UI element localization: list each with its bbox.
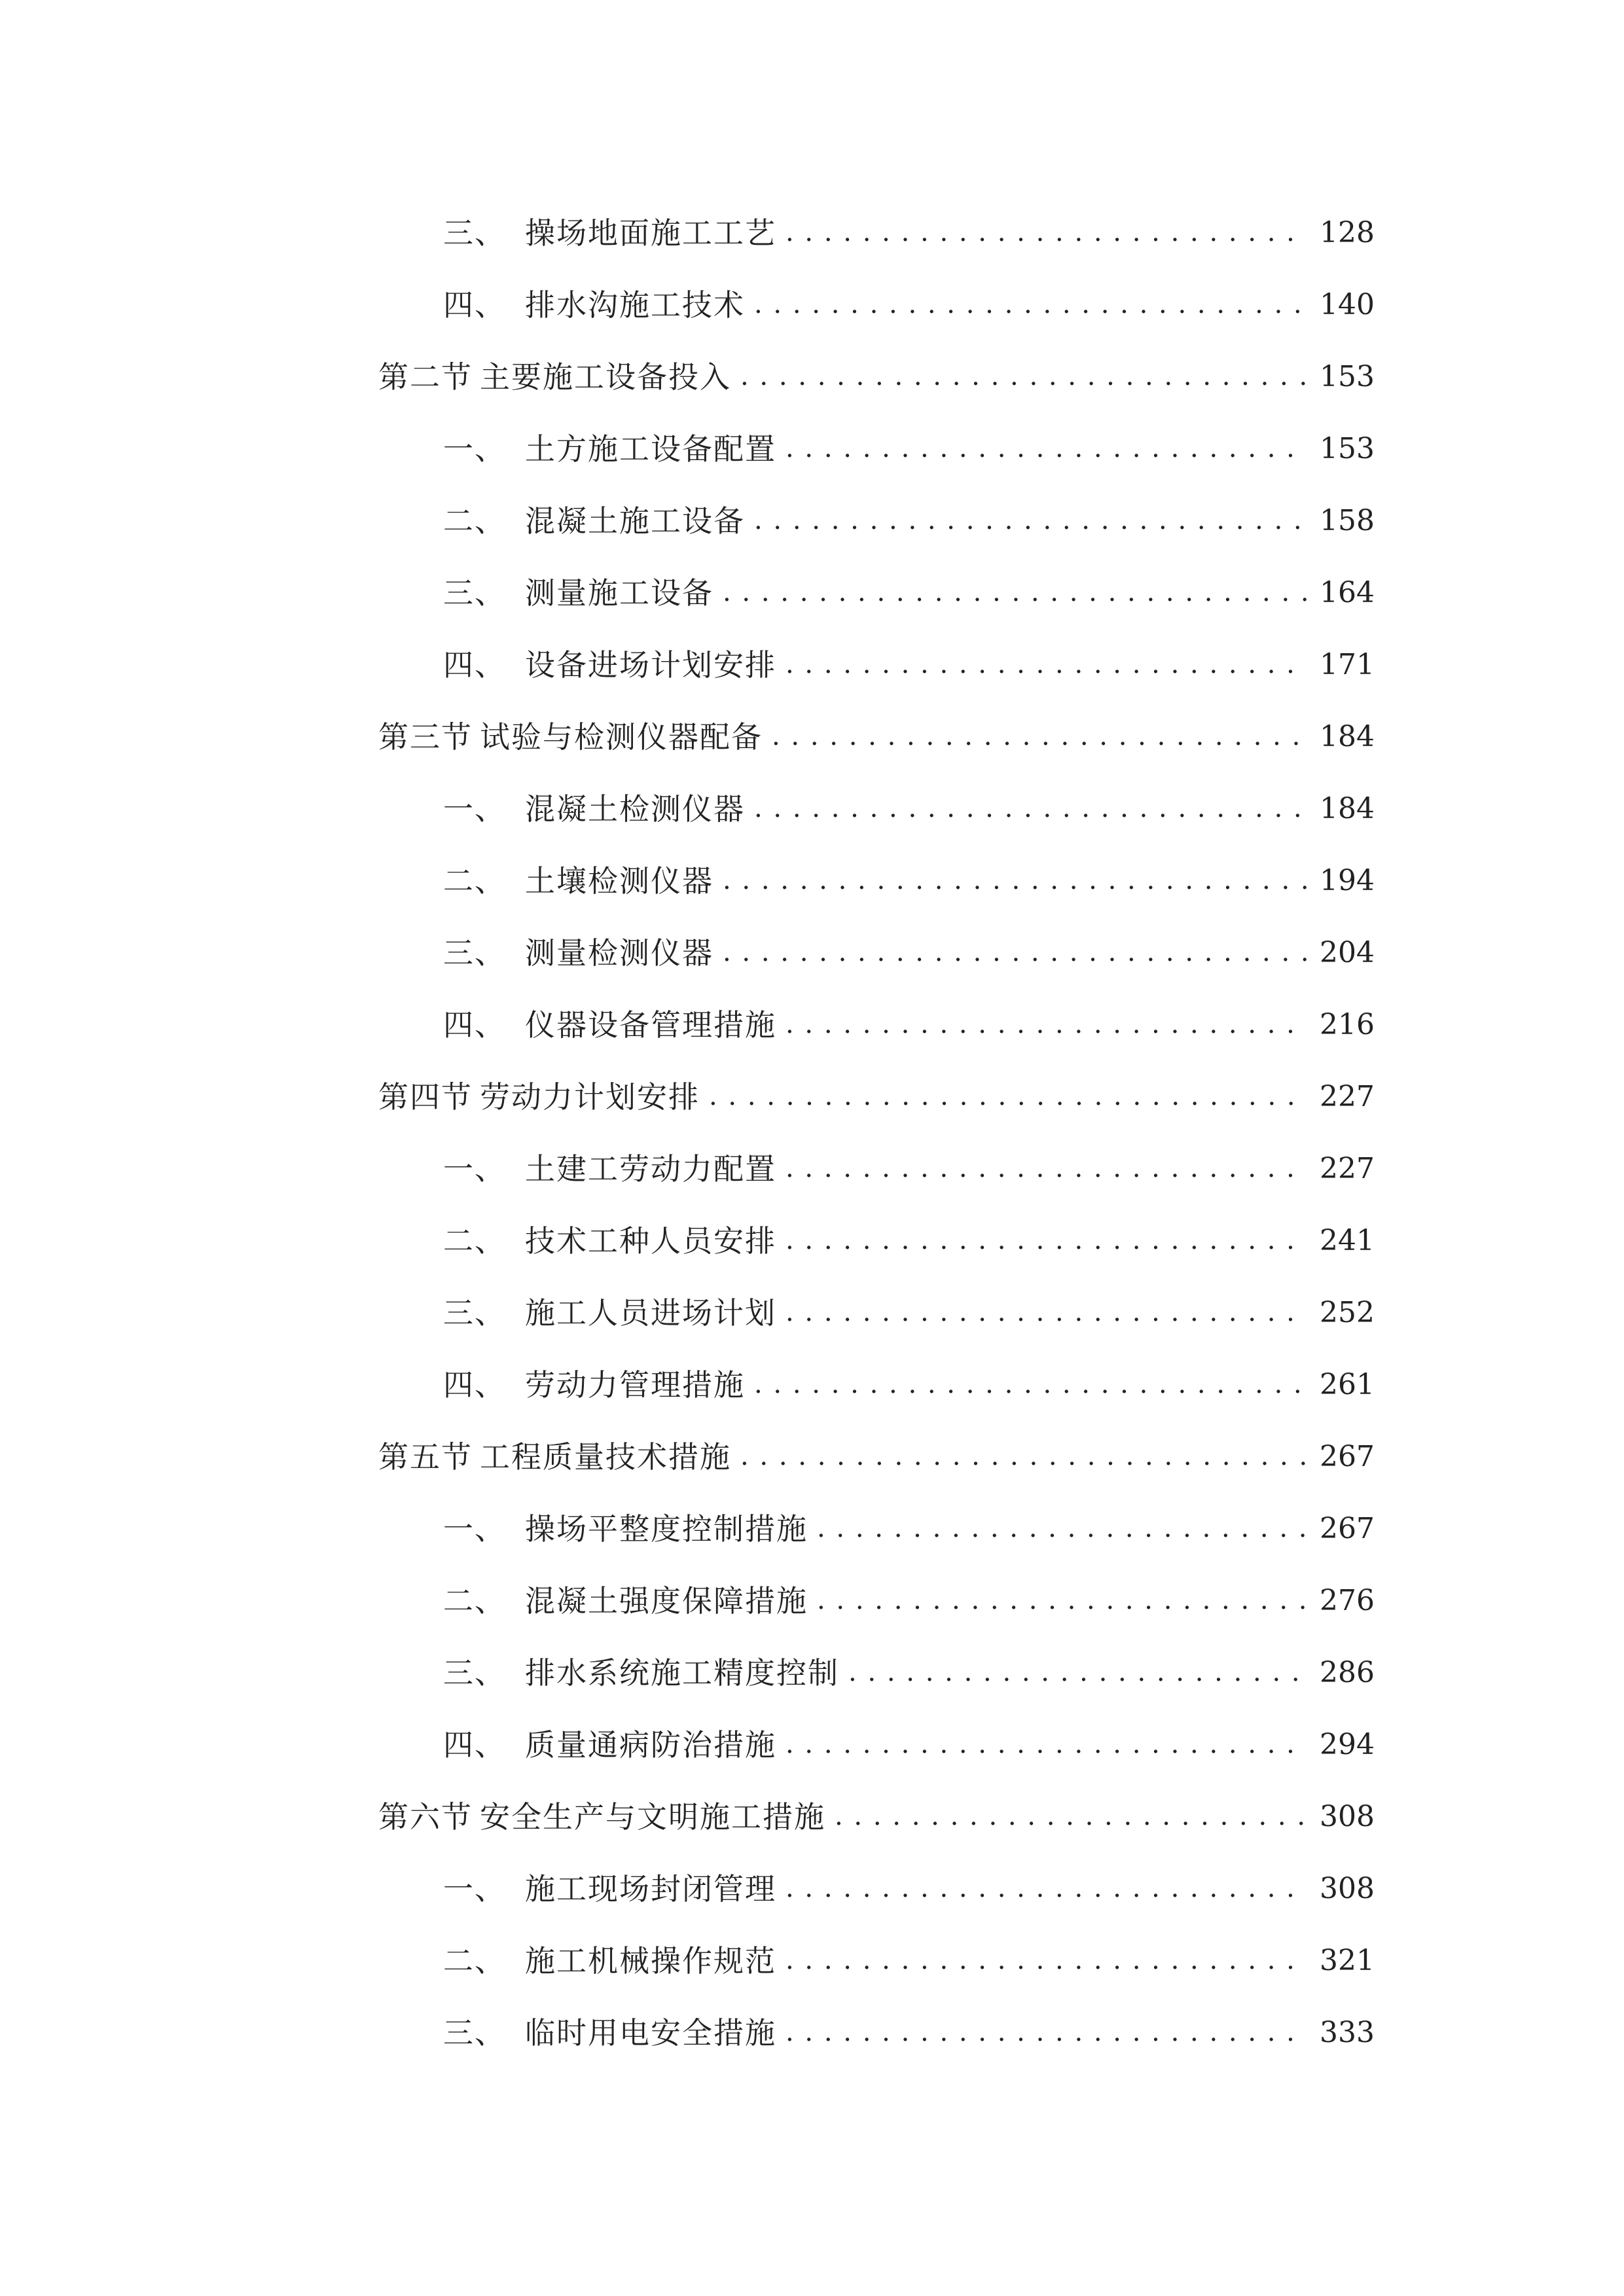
toc-leader-dots — [785, 1298, 1308, 1328]
toc-number: 二、 — [443, 1583, 506, 1619]
toc-number: 二、 — [443, 503, 506, 539]
toc-entry[interactable] — [378, 1349, 1375, 1421]
toc-page-number: 227 — [1320, 1152, 1375, 1185]
toc-page-number: 241 — [1320, 1224, 1375, 1257]
toc-entry[interactable] — [378, 1421, 1375, 1493]
toc-page-number: 204 — [1320, 936, 1375, 969]
toc-number: 四、 — [443, 647, 506, 683]
toc-entry[interactable] — [378, 341, 1375, 413]
toc-entry[interactable] — [378, 413, 1375, 485]
toc-page-number: 153 — [1320, 432, 1375, 465]
toc-leader-dots — [785, 650, 1308, 680]
toc-title: 仪器设备管理措施 — [525, 1007, 776, 1043]
toc-title: 测量施工设备 — [525, 575, 713, 611]
toc-entry[interactable] — [378, 917, 1375, 989]
toc-entry[interactable] — [378, 629, 1375, 701]
toc-title: 排水沟施工技术 — [525, 287, 745, 323]
toc-number: 第三节 — [378, 719, 473, 755]
toc-leader-dots — [785, 1154, 1308, 1184]
toc-title: 主要施工设备投入 — [480, 359, 731, 395]
toc-entry[interactable] — [378, 845, 1375, 917]
toc-entry[interactable] — [378, 1853, 1375, 1925]
toc-entry[interactable] — [378, 773, 1375, 845]
toc-number: 四、 — [443, 287, 506, 323]
toc-entry[interactable] — [378, 1637, 1375, 1709]
toc-page-number: 153 — [1320, 360, 1375, 393]
toc-number: 第二节 — [378, 359, 473, 395]
toc-title: 混凝土检测仪器 — [525, 791, 745, 827]
toc-number: 一、 — [443, 1151, 506, 1187]
toc-page-number: 164 — [1320, 576, 1375, 609]
toc-leader-dots — [772, 722, 1308, 752]
toc-page-number: 308 — [1320, 1872, 1375, 1905]
toc-title: 施工现场封闭管理 — [525, 1871, 776, 1907]
toc-number: 四、 — [443, 1727, 506, 1763]
toc-leader-dots — [785, 218, 1308, 248]
toc-number: 一、 — [443, 1871, 506, 1907]
toc-leader-dots — [723, 938, 1308, 968]
table-of-contents — [378, 197, 1375, 2069]
toc-title: 设备进场计划安排 — [525, 647, 776, 683]
toc-title: 技术工种人员安排 — [525, 1223, 776, 1259]
toc-leader-dots — [817, 1586, 1308, 1616]
toc-title: 施工人员进场计划 — [525, 1295, 776, 1331]
toc-number: 一、 — [443, 1511, 506, 1547]
toc-entry[interactable] — [378, 269, 1375, 341]
toc-number: 三、 — [443, 935, 506, 971]
toc-number: 一、 — [443, 791, 506, 827]
toc-page-number: 227 — [1320, 1080, 1375, 1113]
toc-page-number: 308 — [1320, 1800, 1375, 1833]
toc-page-number: 184 — [1320, 792, 1375, 825]
toc-number: 第五节 — [378, 1439, 473, 1475]
toc-entry[interactable] — [378, 1061, 1375, 1133]
toc-leader-dots — [754, 1370, 1308, 1400]
toc-title: 安全生产与文明施工措施 — [480, 1799, 825, 1835]
toc-title: 临时用电安全措施 — [525, 2015, 776, 2051]
toc-leader-dots — [785, 434, 1308, 464]
toc-title: 劳动力计划安排 — [480, 1079, 700, 1115]
toc-leader-dots — [754, 506, 1308, 536]
toc-page-number: 140 — [1320, 288, 1375, 321]
toc-entry[interactable] — [378, 1133, 1375, 1205]
toc-leader-dots — [835, 1802, 1308, 1832]
toc-leader-dots — [785, 1946, 1308, 1976]
toc-number: 三、 — [443, 1655, 506, 1691]
toc-title: 质量通病防治措施 — [525, 1727, 776, 1763]
toc-leader-dots — [785, 1010, 1308, 1040]
toc-page-number: 128 — [1320, 216, 1375, 249]
toc-leader-dots — [785, 1874, 1308, 1904]
toc-title: 劳动力管理措施 — [525, 1367, 745, 1403]
toc-number: 第四节 — [378, 1079, 473, 1115]
toc-title: 土方施工设备配置 — [525, 431, 776, 467]
toc-number: 二、 — [443, 1943, 506, 1979]
toc-number: 二、 — [443, 1223, 506, 1259]
toc-page-number: 267 — [1320, 1440, 1375, 1473]
toc-entry[interactable] — [378, 1781, 1375, 1853]
toc-leader-dots — [740, 1442, 1308, 1472]
toc-number: 四、 — [443, 1007, 506, 1043]
toc-number: 三、 — [443, 2015, 506, 2051]
toc-entry[interactable] — [378, 1997, 1375, 2069]
toc-number: 第六节 — [378, 1799, 473, 1835]
toc-page-number: 261 — [1320, 1368, 1375, 1401]
toc-entry[interactable] — [378, 1205, 1375, 1277]
toc-page-number: 158 — [1320, 504, 1375, 537]
toc-number: 三、 — [443, 575, 506, 611]
toc-entry[interactable] — [378, 1925, 1375, 1997]
toc-title: 土壤检测仪器 — [525, 863, 713, 899]
toc-entry[interactable] — [378, 701, 1375, 773]
toc-page-number: 216 — [1320, 1008, 1375, 1041]
toc-leader-dots — [740, 362, 1308, 392]
toc-leader-dots — [723, 578, 1308, 608]
toc-title: 测量检测仪器 — [525, 935, 713, 971]
toc-leader-dots — [709, 1082, 1308, 1112]
toc-entry[interactable] — [378, 197, 1375, 269]
toc-page-number: 321 — [1320, 1944, 1375, 1977]
toc-title: 试验与检测仪器配备 — [480, 719, 763, 755]
toc-page-number: 194 — [1320, 864, 1375, 897]
toc-page-number: 276 — [1320, 1584, 1375, 1617]
toc-leader-dots — [754, 290, 1308, 320]
toc-page-number: 286 — [1320, 1656, 1375, 1689]
toc-entry[interactable] — [378, 1493, 1375, 1565]
toc-number: 二、 — [443, 863, 506, 899]
toc-leader-dots — [785, 2018, 1308, 2048]
toc-entry[interactable] — [378, 1709, 1375, 1781]
toc-title: 混凝土强度保障措施 — [525, 1583, 808, 1619]
toc-entry[interactable] — [378, 1565, 1375, 1637]
toc-title: 土建工劳动力配置 — [525, 1151, 776, 1187]
toc-entry[interactable] — [378, 485, 1375, 557]
toc-page-number: 294 — [1320, 1728, 1375, 1761]
toc-title: 施工机械操作规范 — [525, 1943, 776, 1979]
toc-title: 工程质量技术措施 — [480, 1439, 731, 1475]
toc-entry[interactable] — [378, 1277, 1375, 1349]
toc-leader-dots — [817, 1514, 1308, 1544]
toc-title: 混凝土施工设备 — [525, 503, 745, 539]
toc-page-number: 267 — [1320, 1512, 1375, 1545]
toc-title: 操场平整度控制措施 — [525, 1511, 808, 1547]
toc-page-number: 333 — [1320, 2016, 1375, 2049]
toc-leader-dots — [785, 1226, 1308, 1256]
toc-entry[interactable] — [378, 557, 1375, 629]
toc-entry[interactable] — [378, 989, 1375, 1061]
toc-title: 排水系统施工精度控制 — [525, 1655, 839, 1691]
toc-leader-dots — [754, 794, 1308, 824]
toc-title: 操场地面施工工艺 — [525, 215, 776, 251]
toc-page-number: 171 — [1320, 648, 1375, 681]
toc-number: 三、 — [443, 215, 506, 251]
toc-leader-dots — [723, 866, 1308, 896]
toc-page-number: 184 — [1320, 720, 1375, 753]
toc-leader-dots — [785, 1730, 1308, 1760]
toc-page-number: 252 — [1320, 1296, 1375, 1329]
toc-number: 四、 — [443, 1367, 506, 1403]
toc-number: 三、 — [443, 1295, 506, 1331]
toc-leader-dots — [848, 1658, 1308, 1688]
toc-number: 一、 — [443, 431, 506, 467]
